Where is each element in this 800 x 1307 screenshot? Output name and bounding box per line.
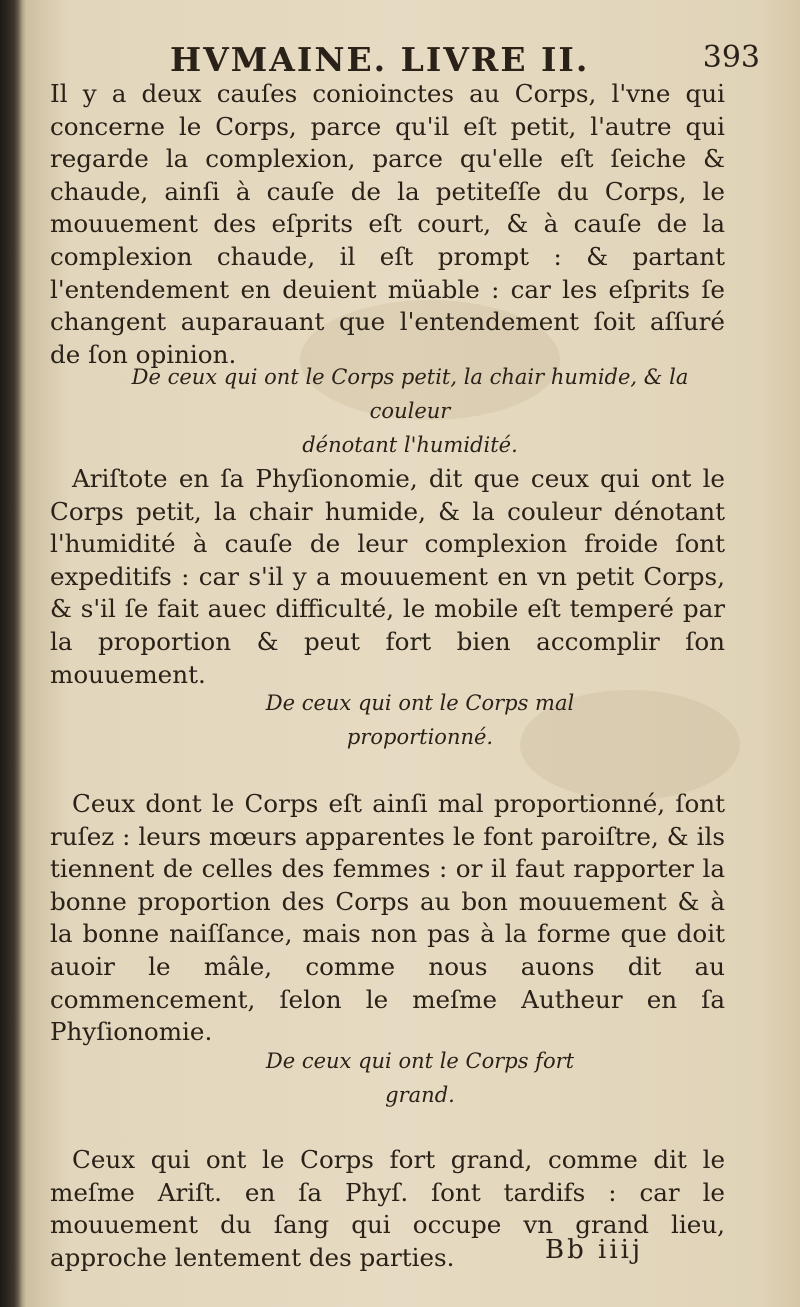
heading-line: proportionné. xyxy=(346,725,494,749)
running-head: HVMAINE. LIVRE II. xyxy=(170,40,590,79)
paragraph-text: Ceux qui ont le Corps fort grand, comme dit le meſme Ariſt. en ſa Phyſ. ſont tardifs : car le mouuement du ſang qui occupe vn grand lieu, approche lentement des parties. xyxy=(50,1145,725,1272)
heading-line: De ceux qui ont le Corps petit, la chair humide, & la couleur xyxy=(131,365,689,423)
heading-line: grand. xyxy=(385,1083,455,1107)
section-heading-1 xyxy=(100,360,720,462)
page-header xyxy=(170,40,760,80)
section-heading-2 xyxy=(220,686,620,754)
section-heading-3 xyxy=(220,1044,620,1112)
binding-gutter xyxy=(0,0,26,1307)
paragraph-text: Il y a deux cauſes conioinctes au Corps, l'vne qui concerne le Corps, parce qu'il eſt petit, l'autre qui regarde la complexion, parce qu'elle eſt ſeiche & chaude, ainſi à cauſe de la petiteſſe du Corps, le mouuement des eſprits eſt court, & à cauſe de la complexion chaude, il eſt prompt : & partant l'entendement en deuient müable : car les eſprits ſe changent auparauant que l'entendement ſoit aſſuré de ſon opinion. xyxy=(50,79,725,369)
heading-line: De ceux qui ont le Corps mal xyxy=(265,691,575,715)
page-number: 393 xyxy=(702,40,760,75)
paragraph-3 xyxy=(50,788,725,1049)
paragraph-text: Ariſtote en ſa Phyſionomie, dit que ceux qui ont le Corps petit, la chair humide, & la couleur dénotant l'humidité à cauſe de leur complexion froide ſont expeditifs : car s'il y a mouuement en vn petit Corps, & s'il ſe fait auec difficulté, le mobile eſt temperé par la proportion & peut fort bien accomplir ſon mouuement. xyxy=(50,464,725,689)
heading-line: De ceux qui ont le Corps fort xyxy=(265,1049,575,1073)
signature-mark: Bb iiij xyxy=(545,1235,644,1265)
paragraph-text: Ceux dont le Corps eſt ainſi mal proportionné, ſont ruſez : leurs mœurs apparentes le font paroiſtre, & ils tiennent de celles des femmes : or il faut rapporter la bonne proportion des Corps au bon mouuement & à la bonne naiſſance, mais non pas à la forme que doit auoir le mâle, comme nous auons dit au commencement, ſelon le meſme Autheur en ſa Phyſionomie. xyxy=(50,789,725,1047)
paragraph-2 xyxy=(50,463,725,691)
heading-line: dénotant l'humidité. xyxy=(302,433,518,457)
paragraph-1 xyxy=(50,78,725,371)
